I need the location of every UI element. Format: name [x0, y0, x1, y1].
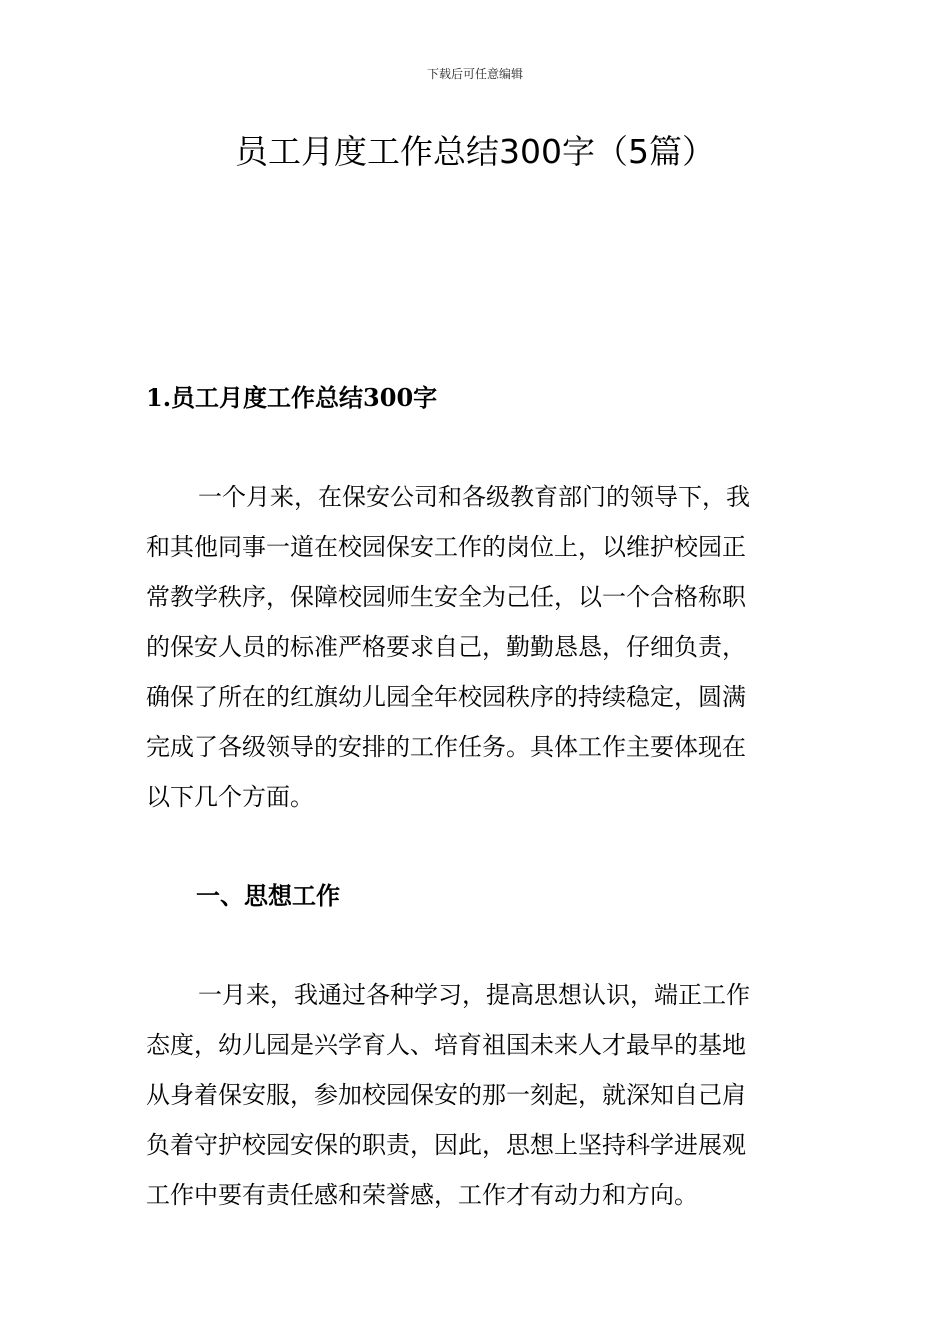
paragraph-line: 和其他同事一道在校园保安工作的岗位上，以维护校园正 [146, 533, 746, 561]
paragraph-line: 负着守护校园安保的职责，因此，思想上坚持科学进展观 [146, 1131, 746, 1159]
subsection-heading: 一、思想工作 [196, 881, 340, 910]
paragraph-line: 确保了所在的红旗幼儿园全年校园秩序的持续稳定，圆满 [146, 683, 746, 711]
paragraph-line: 一个月来，在保安公司和各级教育部门的领导下，我 [198, 483, 750, 511]
paragraph-line: 工作中要有责任感和荣誉感，工作才有动力和方向。 [146, 1181, 698, 1209]
paragraph-line: 常教学秩序，保障校园师生安全为己任，以一个合格称职 [146, 583, 746, 611]
document-title: 员工月度工作总结300字（5篇） [235, 132, 715, 171]
paragraph-line: 态度，幼儿园是兴学育人、培育祖国未来人才最早的基地 [146, 1031, 746, 1059]
paragraph-line: 完成了各级领导的安排的工作任务。具体工作主要体现在 [146, 733, 746, 761]
paragraph-line: 的保安人员的标准严格要求自己，勤勤恳恳，仔细负责， [146, 633, 746, 661]
section-heading: 1.员工月度工作总结300字 [146, 383, 438, 412]
paragraph-line: 从身着保安服，参加校园保安的那一刻起，就深知自己肩 [146, 1081, 746, 1109]
header-note: 下载后可任意编辑 [426, 67, 523, 81]
intro-paragraph [146, 472, 810, 822]
paragraph-line: 一月来，我通过各种学习，提高思想认识，端正工作 [198, 981, 750, 1009]
paragraph-line: 以下几个方面。 [146, 783, 314, 811]
body-paragraph [146, 970, 810, 1220]
